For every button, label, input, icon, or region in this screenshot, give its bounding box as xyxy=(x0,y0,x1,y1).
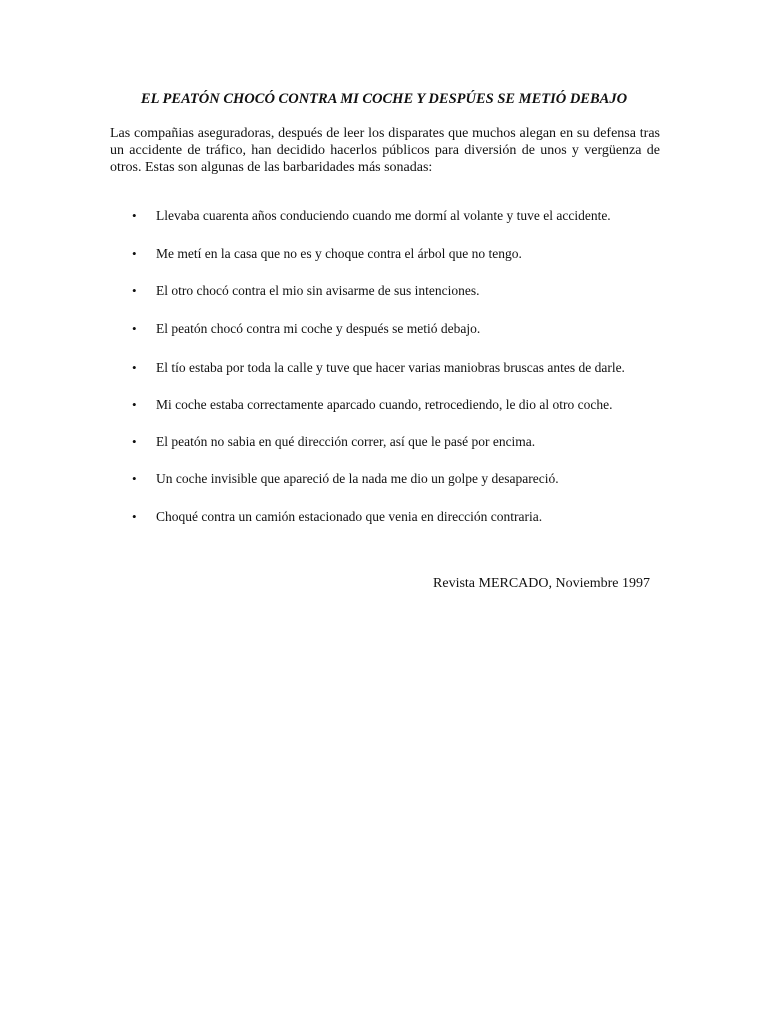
list-item xyxy=(132,434,692,450)
intro-paragraph: Las compañias aseguradoras, después de leer los disparates que muchos alegan en su defensa tras un accidente de tráfico, han decidido hacerlos públicos para diversión de unos y vergüenza de otros. Estas son algunas de las barbaridades más sonadas: xyxy=(110,126,660,175)
list-item-text: Llevaba cuarenta años conduciendo cuando me dormí al volante y tuve el accidente. xyxy=(156,208,611,223)
list-item xyxy=(132,208,692,224)
list-item-text: Mi coche estaba correctamente aparcado cuando, retrocediendo, le dio al otro coche. xyxy=(156,397,613,412)
list-item-text: Un coche invisible que apareció de la nada me dio un golpe y desapareció. xyxy=(156,471,559,486)
list-item xyxy=(132,283,692,299)
list-item xyxy=(132,360,692,376)
bullet-icon: • xyxy=(132,283,137,298)
list-item-text: El tío estaba por toda la calle y tuve que hacer varias maniobras bruscas antes de darle. xyxy=(156,360,625,375)
bullet-icon: • xyxy=(132,434,137,449)
list-item xyxy=(132,321,692,337)
list-item xyxy=(132,471,692,487)
bullet-icon: • xyxy=(132,208,137,223)
list-item xyxy=(132,509,692,525)
list-item-text: El peatón no sabia en qué dirección correr, así que le pasé por encima. xyxy=(156,434,536,449)
list-item-text: El peatón chocó contra mi coche y después se metió debajo. xyxy=(156,321,481,336)
bullet-icon: • xyxy=(132,509,137,524)
document-title: EL PEATÓN CHOCÓ CONTRA MI COCHE Y DESPÚES SE METIÓ DEBAJO xyxy=(140,91,628,107)
list-item-text: Me metí en la casa que no es y choque contra el árbol que no tengo. xyxy=(156,246,522,261)
bullet-icon: • xyxy=(132,360,137,375)
bullet-icon: • xyxy=(132,471,137,486)
source-citation: Revista MERCADO, Noviembre 1997 xyxy=(433,576,650,591)
list-item-text: El otro chocó contra el mio sin avisarme de sus intenciones. xyxy=(156,283,480,298)
bullet-icon: • xyxy=(132,397,137,412)
list-item xyxy=(132,246,692,262)
bullet-icon: • xyxy=(132,321,137,336)
list-item-text: Choqué contra un camión estacionado que venia en dirección contraria. xyxy=(156,509,543,524)
list-item xyxy=(132,397,692,413)
bullet-icon: • xyxy=(132,246,137,261)
